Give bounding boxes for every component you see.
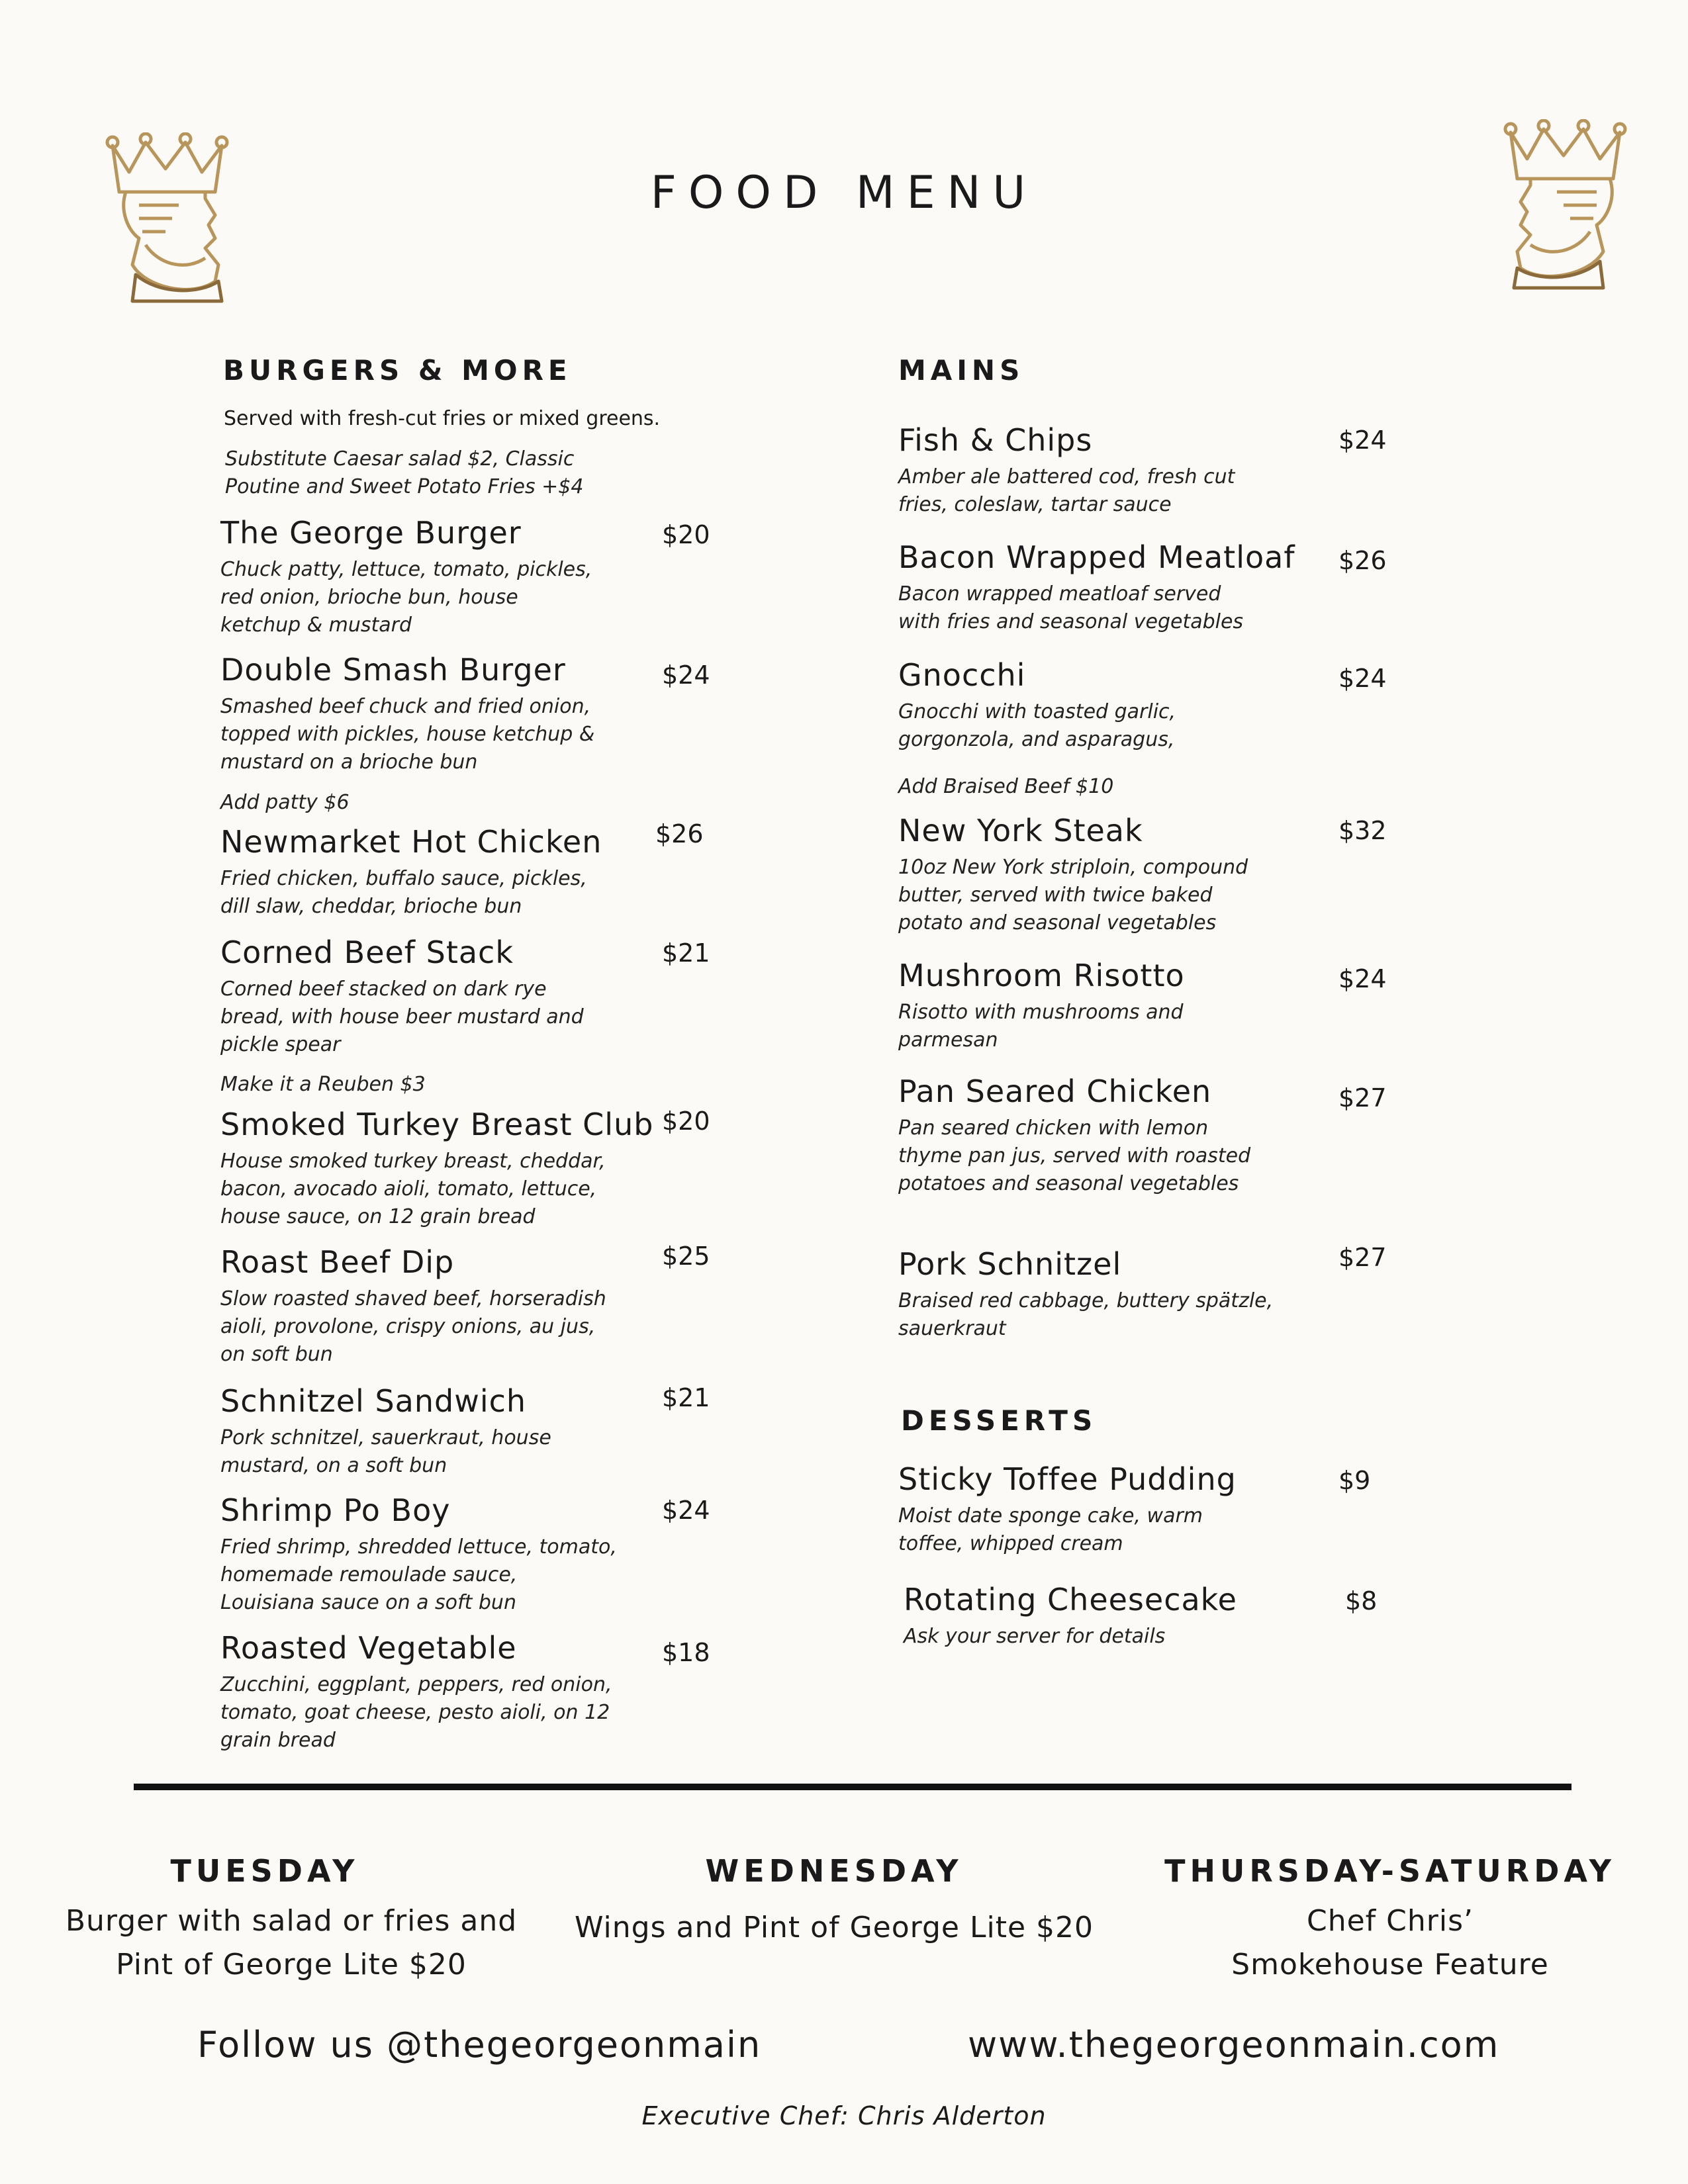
menu-item-name: Roasted Vegetable: [220, 1630, 517, 1666]
menu-item-price: $21: [662, 1383, 710, 1412]
executive-chef: Executive Chef: Chris Alderton: [641, 2101, 1047, 2130]
menu-item-price: $25: [662, 1242, 710, 1271]
menu-item-description: Braised red cabbage, buttery spätzle, sauerkraut: [898, 1289, 1274, 1340]
menu-item-description: Ask your server for details: [904, 1625, 1166, 1648]
special-text-tuesday: Burger with salad or fries and Pint of George Lite $20: [65, 1904, 518, 1981]
menu-item-description: 10oz New York striploin, compound butter, served with twice baked potato and seasonal vegetables: [898, 856, 1248, 934]
menu-item-price: $24: [662, 660, 710, 690]
menu-item-description: Risotto with mushrooms and parmesan: [898, 1001, 1184, 1052]
menu-item-name: Rotating Cheesecake: [904, 1582, 1237, 1617]
special-day-wednesday: WEDNESDAY: [705, 1853, 963, 1889]
menu-item-description: Smashed beef chuck and fried onion, topped with pickles, house ketchup & mustard on a brioche bun: [220, 695, 595, 774]
menu-item-name: Roast Beef Dip: [220, 1244, 455, 1280]
menu-item-description: Bacon wrapped meatloaf served with fries and seasonal vegetables: [898, 582, 1244, 633]
menu-item-price: $20: [662, 1107, 710, 1136]
menu-item-price: $24: [1338, 426, 1387, 455]
menu-item-price: $24: [1338, 664, 1387, 693]
menu-item-addon: Add Braised Beef $10: [898, 775, 1114, 798]
menu-item-addon: Add patty $6: [220, 791, 350, 814]
menu-item-name: Newmarket Hot Chicken: [220, 824, 602, 860]
website-link[interactable]: www.thegeorgeonmain.com: [968, 2024, 1500, 2066]
menu-item-price: $27: [1338, 1083, 1387, 1113]
menu-item-description: Amber ale battered cod, fresh cut fries, coleslaw, tartar sauce: [898, 465, 1235, 516]
menu-item-description: Pan seared chicken with lemon thyme pan jus, served with roasted potatoes and seasonal vegetables: [898, 1116, 1251, 1195]
menu-item-name: Pan Seared Chicken: [898, 1073, 1212, 1109]
menu-item-price: $26: [655, 819, 704, 848]
mains-heading: MAINS: [898, 354, 1025, 387]
page-title: FOOD MENU: [650, 167, 1038, 219]
menu-item-name: Sticky Toffee Pudding: [898, 1461, 1237, 1497]
menu-item-price: $24: [662, 1496, 710, 1525]
menu-item-name: Mushroom Risotto: [898, 958, 1185, 993]
menu-item-price: $8: [1345, 1586, 1378, 1615]
menu-item-description: House smoked turkey breast, cheddar, bacon, avocado aioli, tomato, lettuce, house sauce, on 12 grain bread: [220, 1150, 606, 1228]
menu-item-price: $24: [1338, 964, 1387, 993]
menu-item-name: The George Burger: [220, 515, 522, 551]
burgers-heading: BURGERS & MORE: [223, 354, 572, 387]
menu-item-price: $27: [1338, 1243, 1387, 1272]
menu-item-description: Slow roasted shaved beef, horseradish aioli, provolone, crispy onions, au jus, on soft bun: [220, 1287, 606, 1366]
menu-item-price: $18: [662, 1638, 710, 1667]
burgers-substitute: Substitute Caesar salad $2, Classic Poutine and Sweet Potato Fries +$4: [225, 447, 584, 498]
menu-item-name: Double Smash Burger: [220, 652, 566, 688]
menu-item-name: New York Steak: [898, 813, 1143, 848]
menu-item-price: $21: [662, 938, 710, 968]
special-text-thursday-saturday: Chef Chris’ Smokehouse Feature: [1231, 1904, 1549, 1981]
social-handle: Follow us @thegeorgeonmain: [197, 2024, 762, 2066]
divider: [134, 1784, 1571, 1790]
menu-item-price: $32: [1338, 816, 1387, 845]
special-day-thursday-saturday: THURSDAY-SATURDAY: [1164, 1853, 1616, 1889]
menu-item-name: Shrimp Po Boy: [220, 1492, 451, 1528]
menu-item-description: Gnocchi with toasted garlic, gorgonzola, and asparagus,: [898, 700, 1176, 751]
menu-item-description: Zucchini, eggplant, peppers, red onion, tomato, goat cheese, pesto aioli, on 12 grain bread: [220, 1673, 612, 1752]
menu-item-description: Corned beef stacked on dark rye bread, with house beer mustard and pickle spear: [220, 978, 584, 1056]
desserts-heading: DESSERTS: [901, 1404, 1098, 1437]
menu-item-name: Bacon Wrapped Meatloaf: [898, 539, 1295, 575]
menu-item-price: $20: [662, 520, 710, 549]
menu-item-price: $9: [1338, 1466, 1371, 1495]
menu-item-name: Fish & Chips: [898, 422, 1093, 458]
special-day-tuesday: TUESDAY: [170, 1853, 359, 1889]
menu-item-price: $26: [1338, 546, 1387, 575]
menu-item-name: Corned Beef Stack: [220, 934, 514, 970]
menu-item-description: Pork schnitzel, sauerkraut, house mustard, on a soft bun: [220, 1426, 551, 1477]
special-text-wednesday: Wings and Pint of George Lite $20: [575, 1911, 1094, 1944]
menu-item-name: Schnitzel Sandwich: [220, 1383, 527, 1419]
menu-item-name: Smoked Turkey Breast Club: [220, 1107, 654, 1142]
menu-item-addon: Make it a Reuben $3: [220, 1073, 426, 1096]
menu-item-description: Chuck patty, lettuce, tomato, pickles, red onion, brioche bun, house ketchup & mustard: [220, 558, 592, 637]
menu-item-name: Gnocchi: [898, 657, 1026, 693]
menu-item-name: Pork Schnitzel: [898, 1246, 1122, 1282]
menu-item-description: Fried shrimp, shredded lettuce, tomato, homemade remoulade sauce, Louisiana sauce on a soft bun: [220, 1535, 617, 1614]
menu-item-description: Fried chicken, buffalo sauce, pickles, dill slaw, cheddar, brioche bun: [220, 867, 587, 918]
burgers-intro: Served with fresh-cut fries or mixed greens.: [224, 407, 661, 430]
menu-item-description: Moist date sponge cake, warm toffee, whipped cream: [898, 1504, 1203, 1555]
